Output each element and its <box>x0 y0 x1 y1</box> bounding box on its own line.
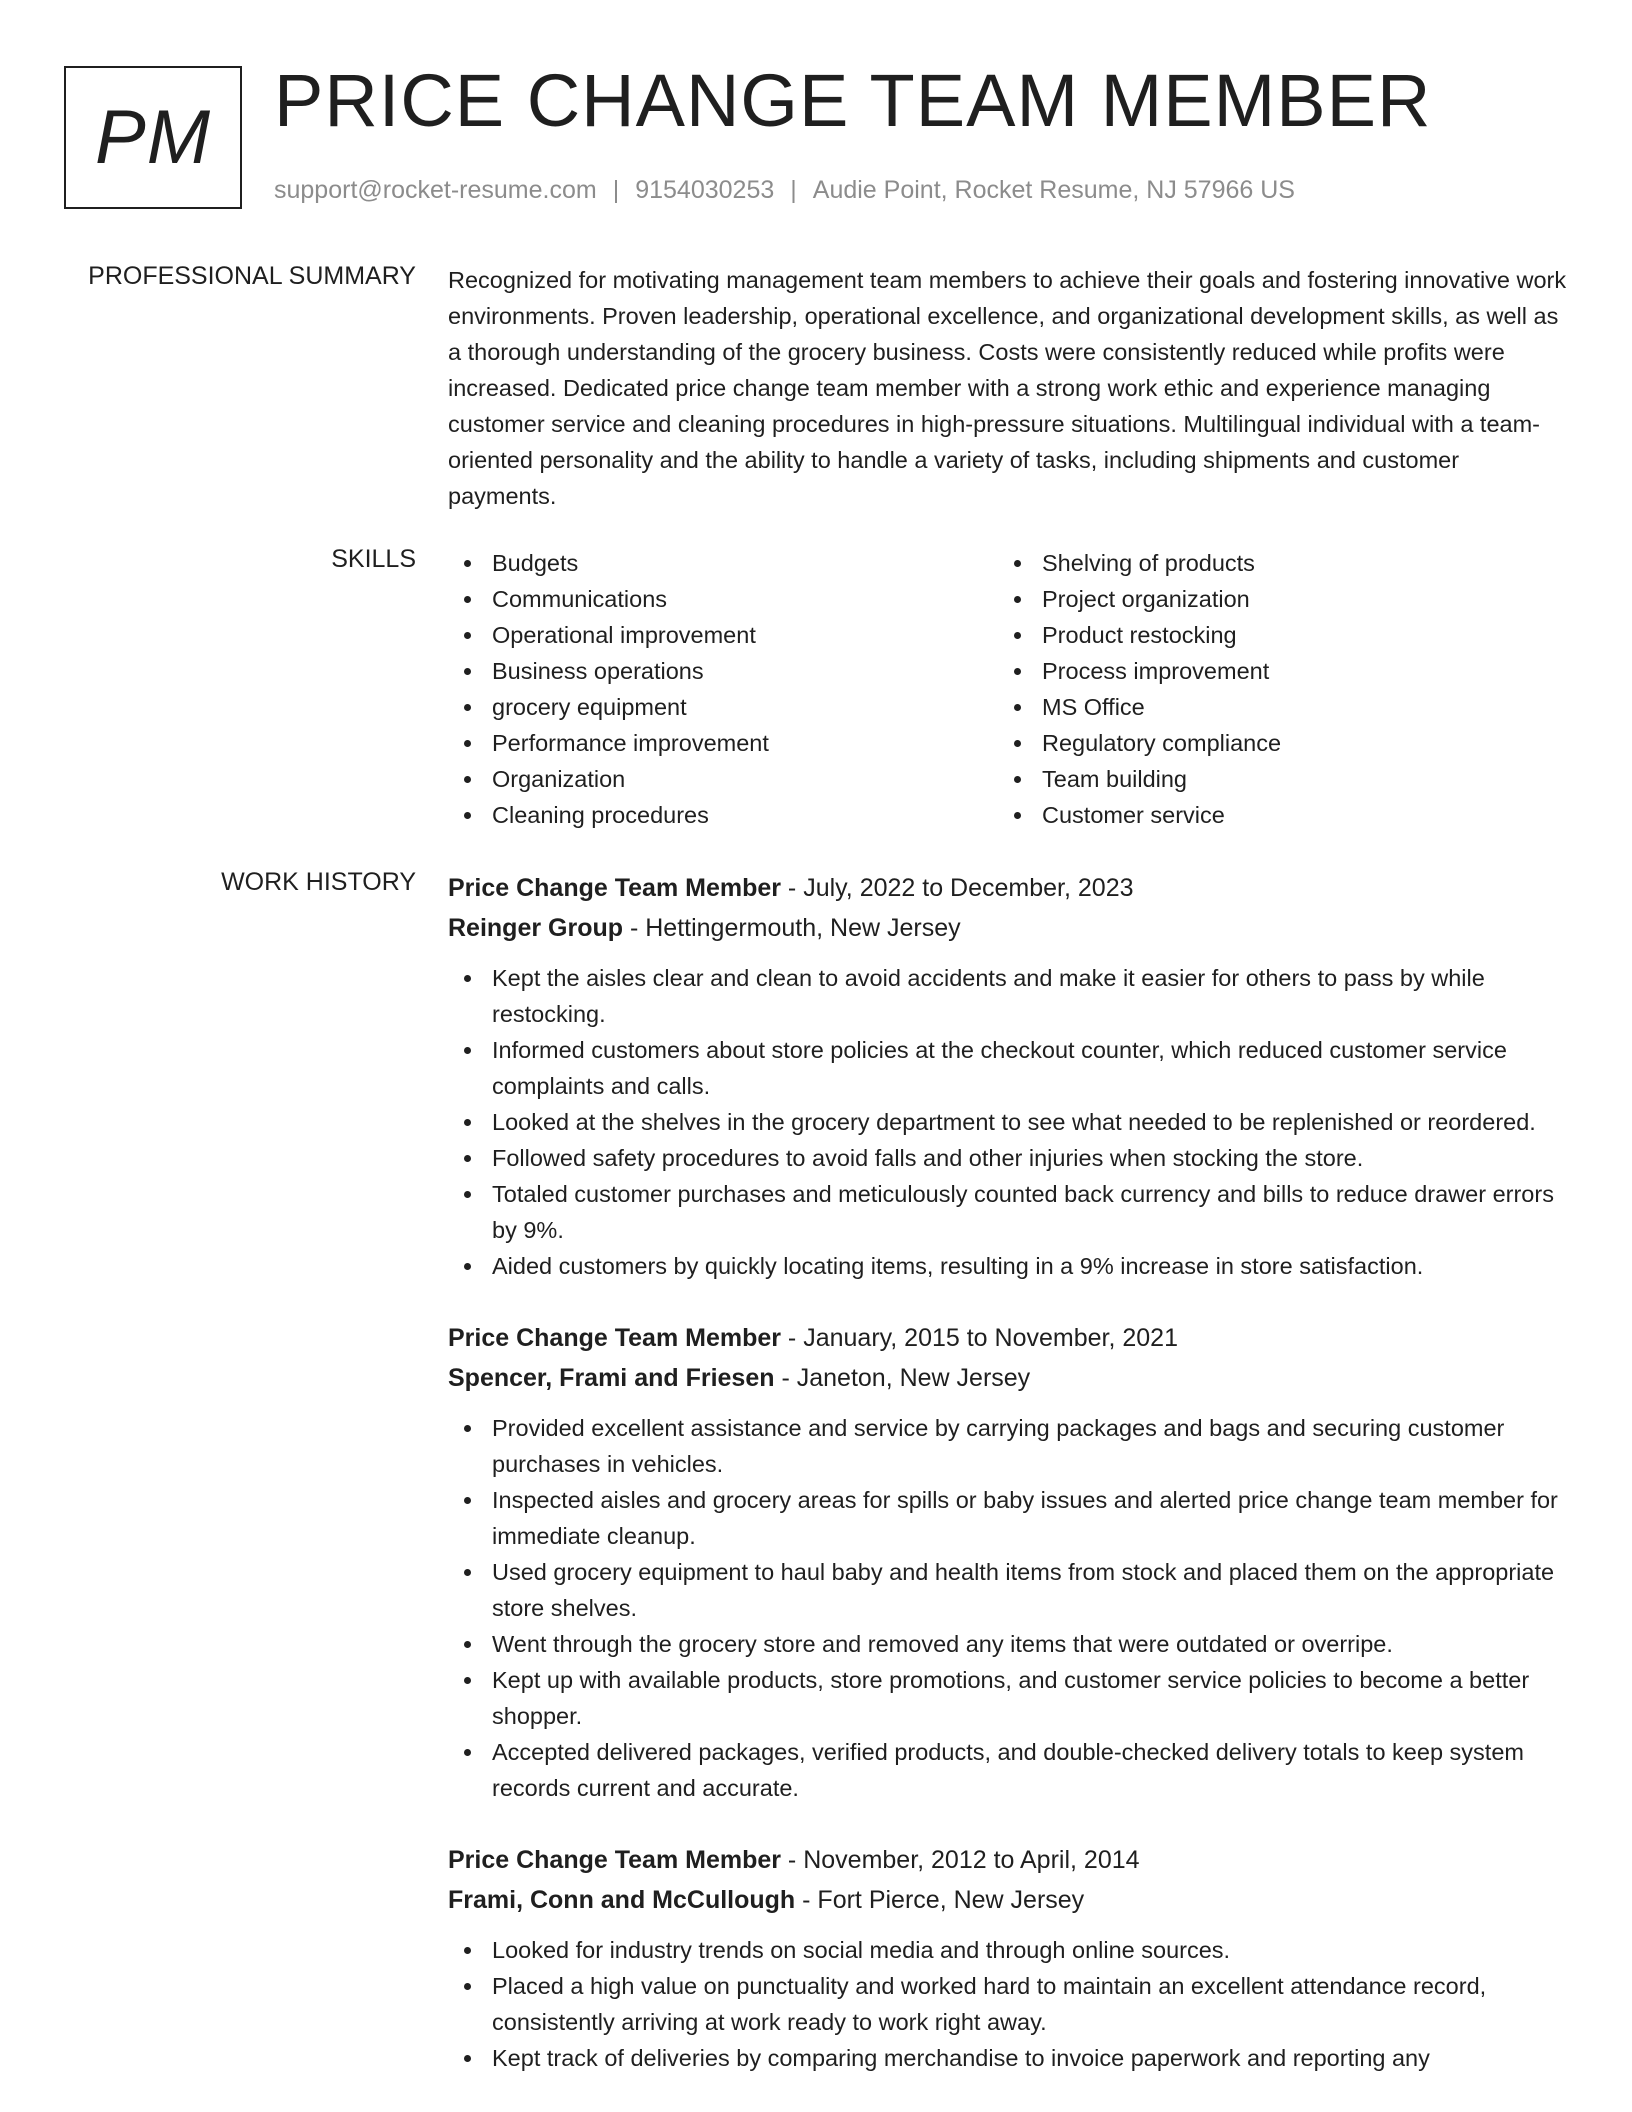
candidate-name: PRICE CHANGE TEAM MEMBER <box>274 59 1432 142</box>
job-bullet: Accepted delivered packages, verified products, and double-checked delivery totals to keep system records current and accurate. <box>448 1734 1568 1806</box>
job-bullet: Used grocery equipment to haul baby and health items from stock and placed them on the appropriate store shelves. <box>448 1554 1568 1626</box>
skill-item: Shelving of products <box>998 545 1548 581</box>
job-title: Price Change Team Member <box>448 1324 781 1352</box>
summary-heading: PROFESSIONAL SUMMARY <box>88 262 416 290</box>
work-history-heading: WORK HISTORY <box>221 868 416 896</box>
contact-separator: | <box>612 176 620 204</box>
skill-item: Customer service <box>998 797 1548 833</box>
job-title-line <box>448 868 1568 908</box>
skill-item: Performance improvement <box>448 725 998 761</box>
job-bullet: Looked at the shelves in the grocery department to see what needed to be replenished or reordered. <box>448 1104 1568 1140</box>
skill-item: Regulatory compliance <box>998 725 1548 761</box>
job-bullet: Kept track of deliveries by comparing merchandise to invoice paperwork and reporting any <box>448 2040 1568 2076</box>
skills-heading: SKILLS <box>331 545 416 573</box>
contact-phone: 9154030253 <box>635 176 775 204</box>
skill-item: Cleaning procedures <box>448 797 998 833</box>
skills-column-left <box>448 545 998 833</box>
skill-item: Process improvement <box>998 653 1548 689</box>
job-location: - Fort Pierce, New Jersey <box>795 1886 1085 1914</box>
job-location: - Janeton, New Jersey <box>774 1364 1031 1392</box>
job-company: Frami, Conn and McCullough <box>448 1886 796 1914</box>
job-dates: - November, 2012 to April, 2014 <box>780 1846 1140 1874</box>
job-dates: - January, 2015 to November, 2021 <box>780 1324 1178 1352</box>
skill-item: Budgets <box>448 545 998 581</box>
job-company: Spencer, Frami and Friesen <box>448 1364 775 1392</box>
skills-column-right <box>998 545 1548 833</box>
skill-item: Communications <box>448 581 998 617</box>
contact-separator: | <box>790 176 797 204</box>
job-bullet: Placed a high value on punctuality and worked hard to maintain an excellent attendance record, consistently arriving at work ready to work right away. <box>448 1968 1568 2040</box>
job-bullet: Inspected aisles and grocery areas for spills or baby issues and alerted price change team member for immediate cleanup. <box>448 1482 1568 1554</box>
contact-email: support@rocket-resume.com <box>274 176 597 204</box>
skill-item: Team building <box>998 761 1548 797</box>
job-bullet: Aided customers by quickly locating items, resulting in a 9% increase in store satisfaction. <box>448 1248 1568 1284</box>
skill-item: Operational improvement <box>448 617 998 653</box>
summary-text: Recognized for motivating management team members to achieve their goals and fostering innovative work environments. Proven leadership, operational excellence, and organizational development skills, as well as a thorough understanding of the grocery business. Costs were consistently reduced while profits were increased. Dedicated price change team member with a strong work ethic and experience managing customer service and cleaning procedures in high-pressure situations. Multilingual individual with a team-oriented personality and the ability to handle a variety of tasks, including shipments and customer payments. <box>448 267 1567 509</box>
job-title: Price Change Team Member <box>448 1846 781 1874</box>
skill-item: grocery equipment <box>448 689 998 725</box>
job-bullet: Provided excellent assistance and service by carrying packages and bags and securing customer purchases in vehicles. <box>448 1410 1568 1482</box>
job-bullet: Kept up with available products, store promotions, and customer service policies to become a better shopper. <box>448 1662 1568 1734</box>
contact-address: Audie Point, Rocket Resume, NJ 57966 US <box>812 176 1295 204</box>
job-bullet: Totaled customer purchases and meticulously counted back currency and bills to reduce drawer errors by 9%. <box>448 1176 1568 1248</box>
job-bullets <box>448 960 1568 1284</box>
job-entry <box>448 1318 1568 1806</box>
job-title: Price Change Team Member <box>448 874 781 902</box>
job-dates: - July, 2022 to December, 2023 <box>780 874 1134 902</box>
skill-item: Organization <box>448 761 998 797</box>
contact-line <box>274 176 1295 205</box>
job-company-line <box>448 908 1568 948</box>
skill-item: Project organization <box>998 581 1548 617</box>
skills-list <box>448 545 1568 833</box>
skill-item: MS Office <box>998 689 1548 725</box>
job-bullets <box>448 1410 1568 1806</box>
job-bullet: Looked for industry trends on social media and through online sources. <box>448 1932 1568 1968</box>
job-bullet: Kept the aisles clear and clean to avoid accidents and make it easier for others to pass by while restocking. <box>448 960 1568 1032</box>
work-history-list <box>448 868 1568 2110</box>
job-title-line <box>448 1840 1568 1880</box>
monogram-initials: PM <box>95 95 211 180</box>
job-title-line <box>448 1318 1568 1358</box>
job-bullet: Informed customers about store policies at the checkout counter, which reduced customer service complaints and calls. <box>448 1032 1568 1104</box>
skill-item: Product restocking <box>998 617 1548 653</box>
job-company-line <box>448 1880 1568 1920</box>
skill-item: Business operations <box>448 653 998 689</box>
job-entry <box>448 868 1568 1284</box>
job-bullet: Followed safety procedures to avoid falls and other injuries when stocking the store. <box>448 1140 1568 1176</box>
job-company: Reinger Group <box>448 914 624 942</box>
monogram-box <box>64 66 242 209</box>
job-location: - Hettingermouth, New Jersey <box>623 914 961 942</box>
job-bullets <box>448 1932 1568 2076</box>
job-company-line <box>448 1358 1568 1398</box>
job-entry <box>448 1840 1568 2076</box>
job-bullet: Went through the grocery store and removed any items that were outdated or overripe. <box>448 1626 1568 1662</box>
